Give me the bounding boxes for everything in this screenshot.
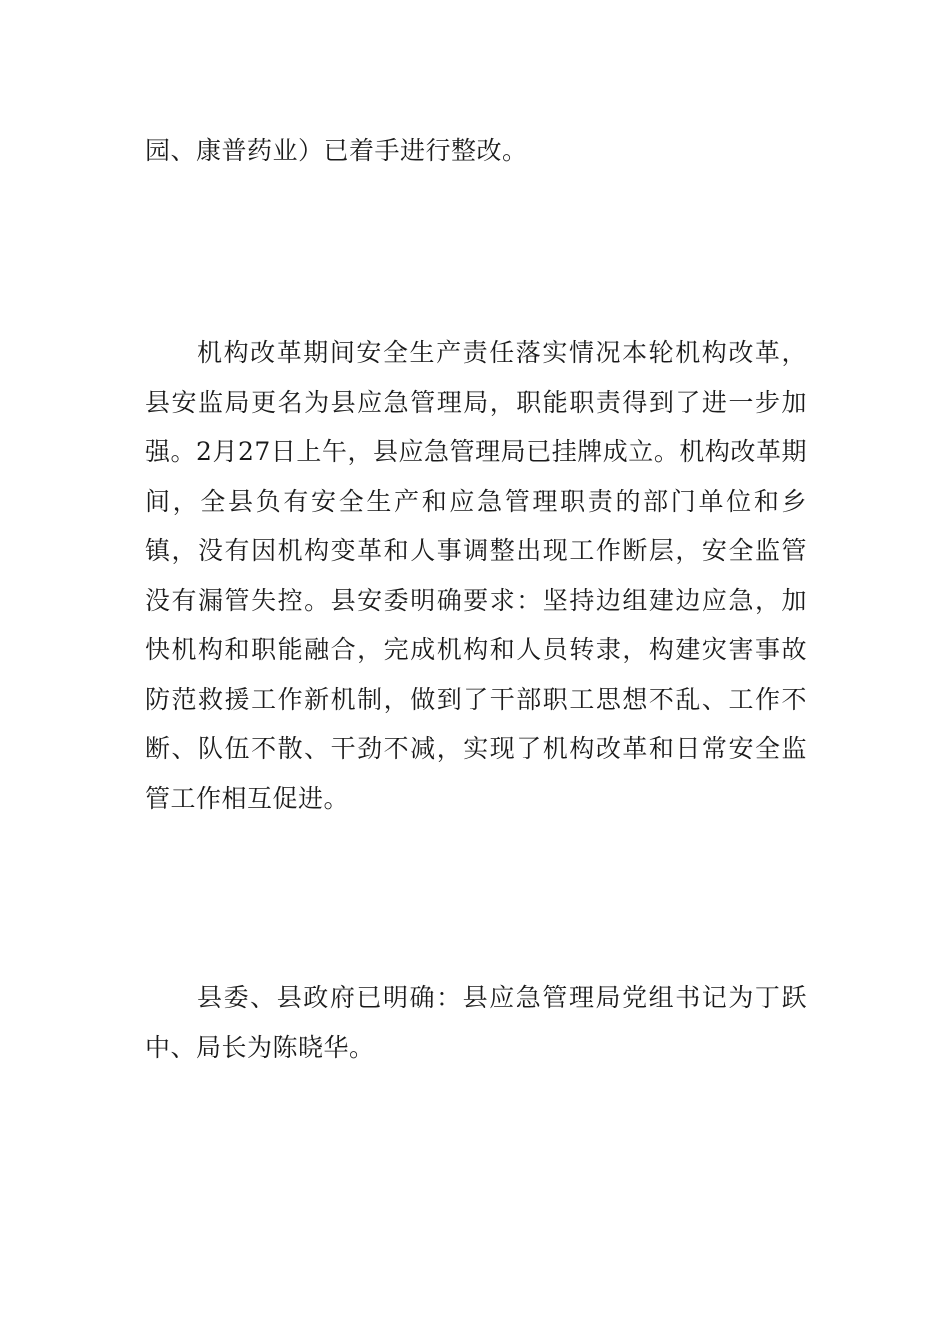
paragraph-continuation: 园、康普药业）已着手进行整改。 (145, 136, 528, 165)
paragraph-institutional-reform: 机构改革期间安全生产责任落实情况本轮机构改革，县安监局更名为县应急管理局，职能职责得到了进一步加强。2月27日上午，县应急管理局已挂牌成立。机构改革期间，全县负有安全生产和应急管理职责的部门单位和乡镇，没有因机构变革和人事调整出现工作断层，安全监管没有漏管失控。县安委明确要求：坚持边组建边应急，加快机构和职能融合，完成机构和人员转隶，构建灾害事故防范救援工作新机制，做到了干部职工思想不乱、工作不断、队伍不散、干劲不减，实现了机构改革和日常安全监管工作相互促进。 (145, 338, 807, 813)
paragraph-leadership-appointment: 县委、县政府已明确：县应急管理局党组书记为丁跃中、局长为陈晓华。 (145, 983, 807, 1062)
